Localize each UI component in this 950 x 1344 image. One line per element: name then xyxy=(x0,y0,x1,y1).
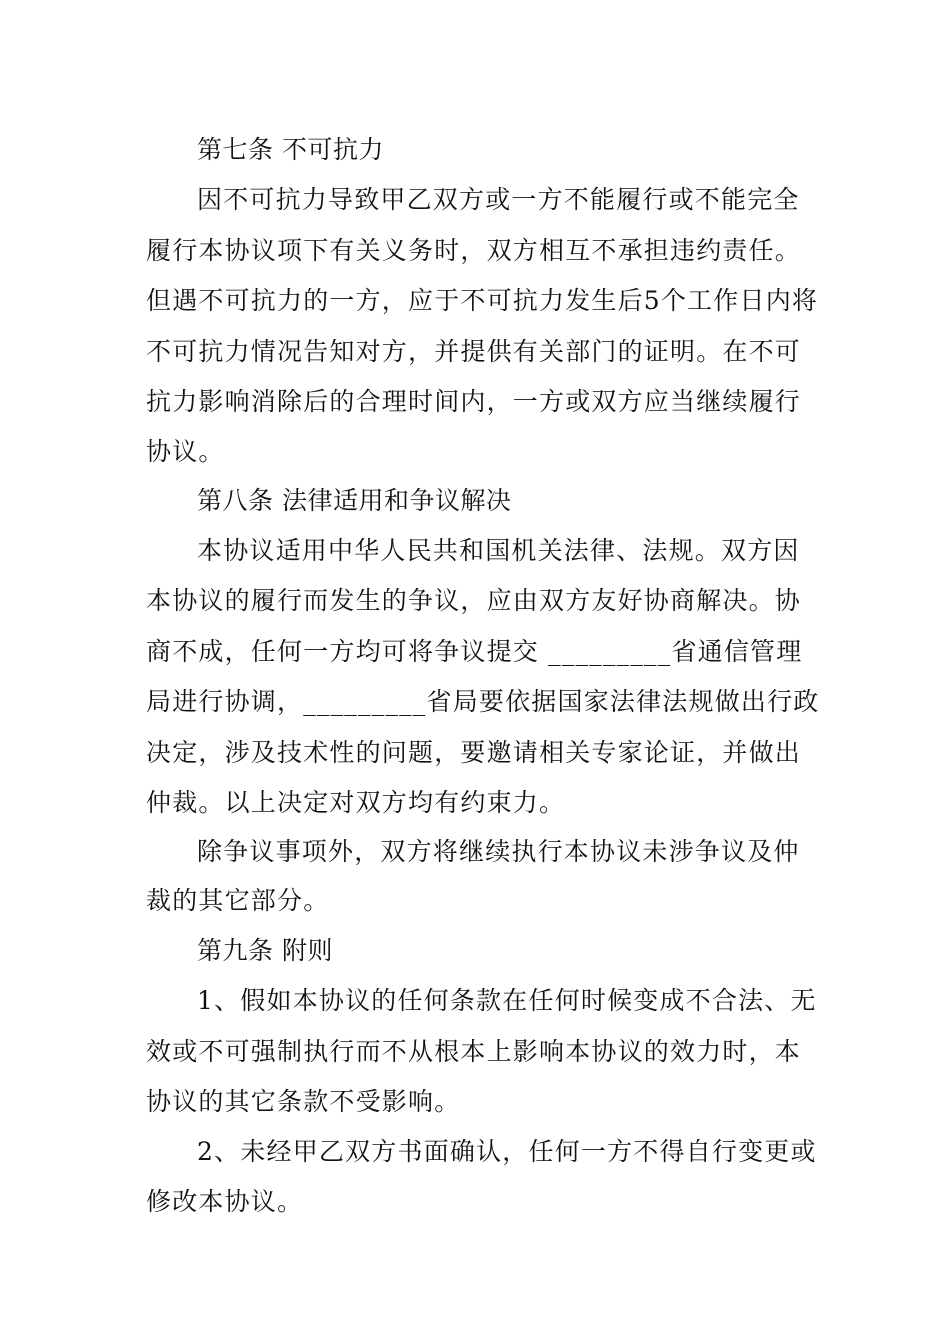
article-9-heading: 第九条 附则 xyxy=(197,936,333,965)
article-9-paragraph-line: 2、未经甲乙双方书面确认，任何一方不得自行变更或 xyxy=(197,1137,817,1166)
article-8-paragraph-line: 商不成，任何一方均可将争议提交 _________省通信管理 xyxy=(146,637,803,666)
article-7-heading: 第七条 不可抗力 xyxy=(197,135,384,164)
article-7-paragraph-line: 因不可抗力导致甲乙双方或一方不能履行或不能完全 xyxy=(197,185,800,214)
article-9-paragraph-line: 效或不可强制执行而不从根本上影响本协议的效力时，本 xyxy=(146,1037,802,1066)
article-7-paragraph-line: 抗力影响消除后的合理时间内，一方或双方应当继续履行 xyxy=(146,387,802,416)
article-8-heading: 第八条 法律适用和争议解决 xyxy=(197,486,512,515)
article-8-paragraph-line: 仲裁。以上决定对双方均有约束力。 xyxy=(146,788,566,817)
article-9-paragraph-line: 修改本协议。 xyxy=(146,1187,304,1216)
article-7-paragraph-line: 协议。 xyxy=(146,437,225,466)
article-7-paragraph-line: 不可抗力情况告知对方，并提供有关部门的证明。在不可 xyxy=(146,337,802,366)
article-8-paragraph-line: 本协议适用中华人民共和国机关法律、法规。双方因 xyxy=(197,536,800,565)
article-8-paragraph-line: 本协议的履行而发生的争议，应由双方友好协商解决。协 xyxy=(146,586,802,615)
article-8-paragraph-line: 决定，涉及技术性的问题，要邀请相关专家论证，并做出 xyxy=(146,738,802,767)
article-8-paragraph-line: 局进行协调，_________省局要依据国家法律法规做出行政 xyxy=(146,687,820,716)
article-9-paragraph-line: 协议的其它条款不受影响。 xyxy=(146,1087,461,1116)
article-8-paragraph-line: 除争议事项外，双方将继续执行本协议未涉争议及仲 xyxy=(197,837,800,866)
article-9-paragraph-line: 1、假如本协议的任何条款在任何时候变成不合法、无 xyxy=(197,986,817,1015)
article-7-paragraph-line: 但遇不可抗力的一方，应于不可抗力发生后5个工作日内将 xyxy=(146,286,819,315)
article-7-paragraph-line: 履行本协议项下有关义务时，双方相互不承担违约责任。 xyxy=(146,236,802,265)
article-8-paragraph-line: 裁的其它部分。 xyxy=(146,886,330,915)
